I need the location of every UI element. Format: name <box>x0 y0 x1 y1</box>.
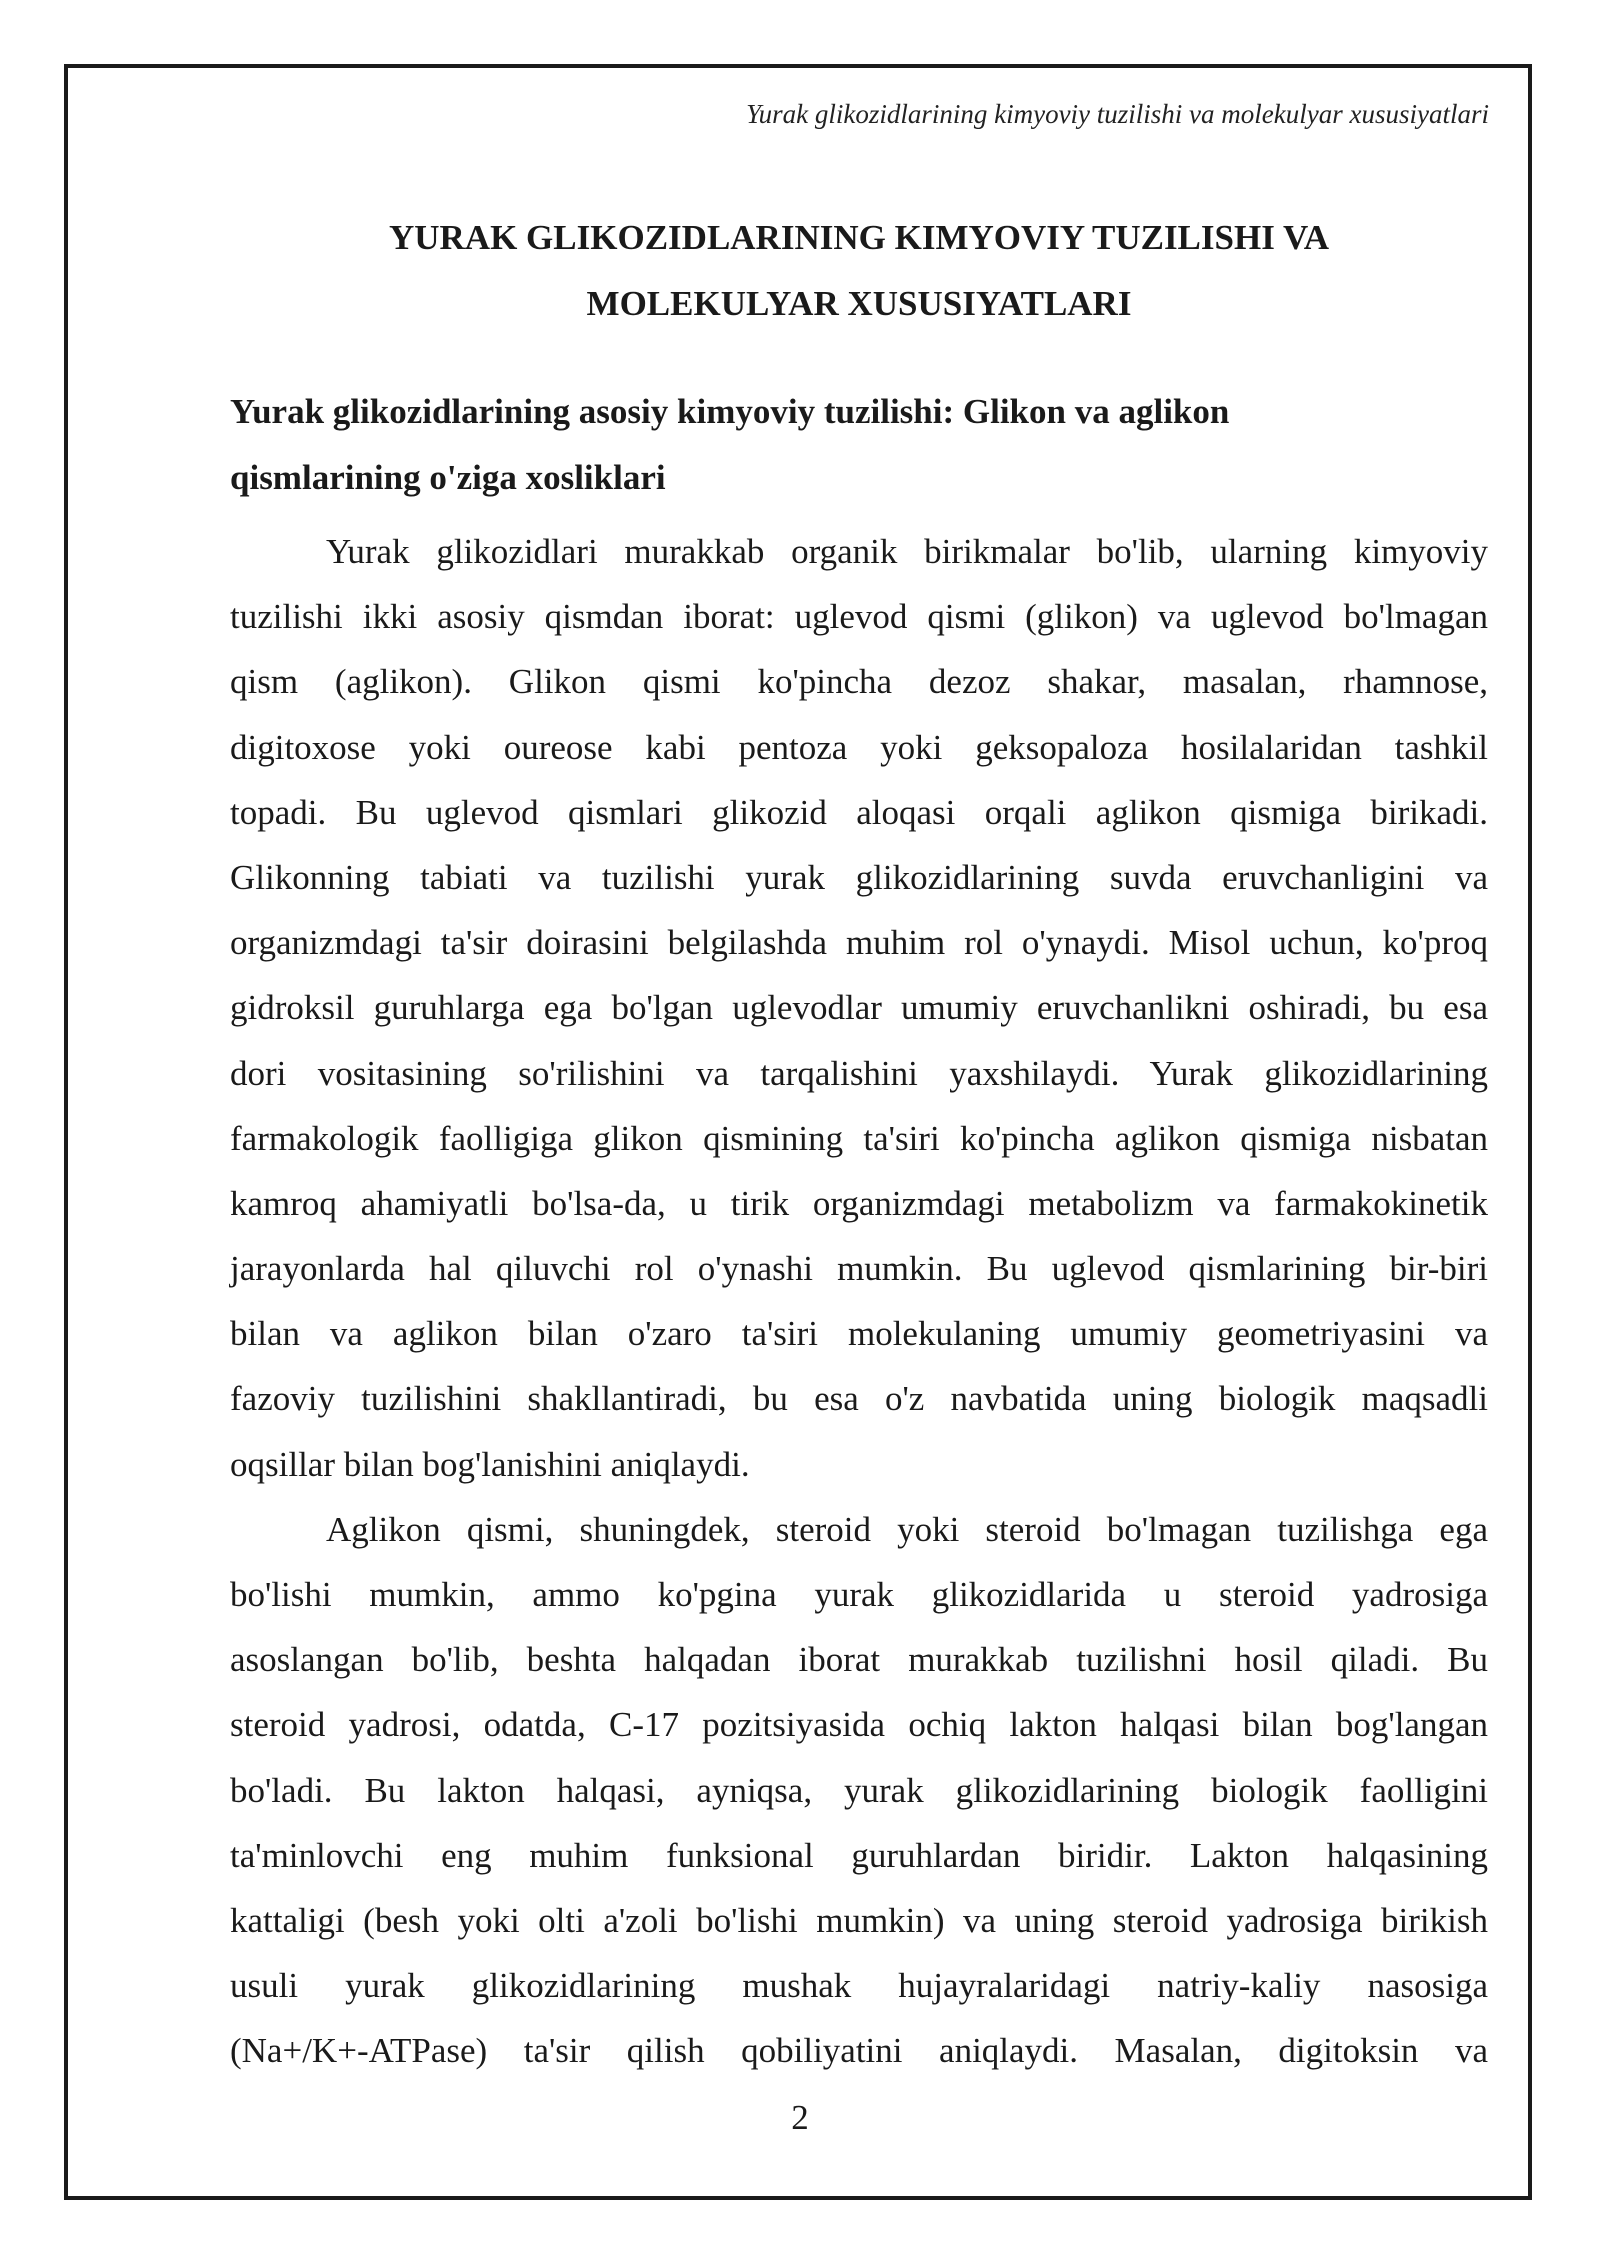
text-line: bilan va aglikon bilan o'zaro ta'siri molekulaning umumiy geometriyasini va <box>230 1314 1488 1354</box>
text-line: digitoxose yoki oureose kabi pentoza yoki geksopaloza hosilalaridan tashkil <box>230 727 1488 767</box>
paragraph-glikon <box>230 519 1488 1497</box>
text-line: kamroq ahamiyatli bo'lsa-da, u tirik organizmdagi metabolizm va farmakokinetik <box>230 1183 1488 1223</box>
running-header: Yurak glikozidlarining kimyoviy tuzilishi va molekulyar xususiyatlari <box>746 99 1489 129</box>
text-line: dori vositasining so'rilishini va tarqalishini yaxshilaydi. Yurak glikozidlarining <box>230 1053 1488 1093</box>
text-line: usuli yurak glikozidlarining mushak hujayralaridagi natriy-kaliy nasosiga <box>230 1966 1488 2006</box>
text-line: Aglikon qismi, shuningdek, steroid yoki steroid bo'lmagan tuzilishga ega <box>326 1509 1488 1549</box>
section-heading-line: Yurak glikozidlarining asosiy kimyoviy tuzilishi: Glikon va aglikon <box>230 392 1230 431</box>
paragraph-aglikon <box>230 1497 1488 2084</box>
text-line: tuzilishi ikki asosiy qismdan iborat: uglevod qismi (glikon) va uglevod bo'lmagan <box>230 597 1488 637</box>
text-line: Glikonning tabiati va tuzilishi yurak glikozidlarining suvda eruvchanligini va <box>230 857 1488 897</box>
document-title <box>230 205 1488 337</box>
page-content <box>230 205 1488 2084</box>
title-line: YURAK GLIKOZIDLARINING KIMYOVIY TUZILISHI VA <box>388 218 1329 257</box>
section-heading <box>230 379 1488 511</box>
text-line: fazoviy tuzilishini shakllantiradi, bu esa o'z navbatida uning biologik maqsadli <box>230 1379 1488 1419</box>
text-line: jarayonlarda hal qiluvchi rol o'ynashi mumkin. Bu uglevod qismlarining bir-biri <box>230 1249 1488 1289</box>
text-line: oqsillar bilan bog'lanishini aniqlaydi. <box>230 1444 750 1484</box>
text-line: qism (aglikon). Glikon qismi ko'pincha dezoz shakar, masalan, rhamnose, <box>230 662 1488 702</box>
text-line: topadi. Bu uglevod qismlari glikozid aloqasi orqali aglikon qismiga birikadi. <box>230 792 1488 832</box>
text-line: farmakologik faolligiga glikon qismining ta'siri ko'pincha aglikon qismiga nisbatan <box>230 1118 1488 1158</box>
text-line: bo'lishi mumkin, ammo ko'pgina yurak glikozidlarida u steroid yadrosiga <box>230 1575 1488 1614</box>
text-line: bo'ladi. Bu lakton halqasi, ayniqsa, yurak glikozidlarining biologik faolligini <box>230 1770 1488 1810</box>
page-number: 2 <box>791 2098 809 2137</box>
text-line: steroid yadrosi, odatda, C-17 pozitsiyasida ochiq lakton halqasi bilan bog'langan <box>230 1705 1488 1745</box>
text-line: ta'minlovchi eng muhim funksional guruhlardan biridir. Lakton halqasining <box>230 1835 1488 1875</box>
text-line: (Na+/K+-ATPase) ta'sir qilish qobiliyatini aniqlaydi. Masalan, digitoksin va <box>230 2031 1488 2071</box>
text-line: kattaligi (besh yoki olti a'zoli bo'lishi mumkin) va uning steroid yadrosiga birikish <box>230 1900 1488 1940</box>
section-heading-line: qismlarining o'ziga xosliklari <box>230 458 666 497</box>
title-line: MOLEKULYAR XUSUSIYATLARI <box>586 284 1132 323</box>
text-line: asoslangan bo'lib, beshta halqadan iborat murakkab tuzilishni hosil qiladi. Bu <box>230 1640 1488 1680</box>
text-line: Yurak glikozidlari murakkab organik birikmalar bo'lib, ularning kimyoviy <box>326 532 1488 571</box>
text-line: gidroksil guruhlarga ega bo'lgan uglevodlar umumiy eruvchanlikni oshiradi, bu esa <box>230 988 1488 1028</box>
text-line: organizmdagi ta'sir doirasini belgilashda muhim rol o'ynaydi. Misol uchun, ko'proq <box>230 923 1488 963</box>
